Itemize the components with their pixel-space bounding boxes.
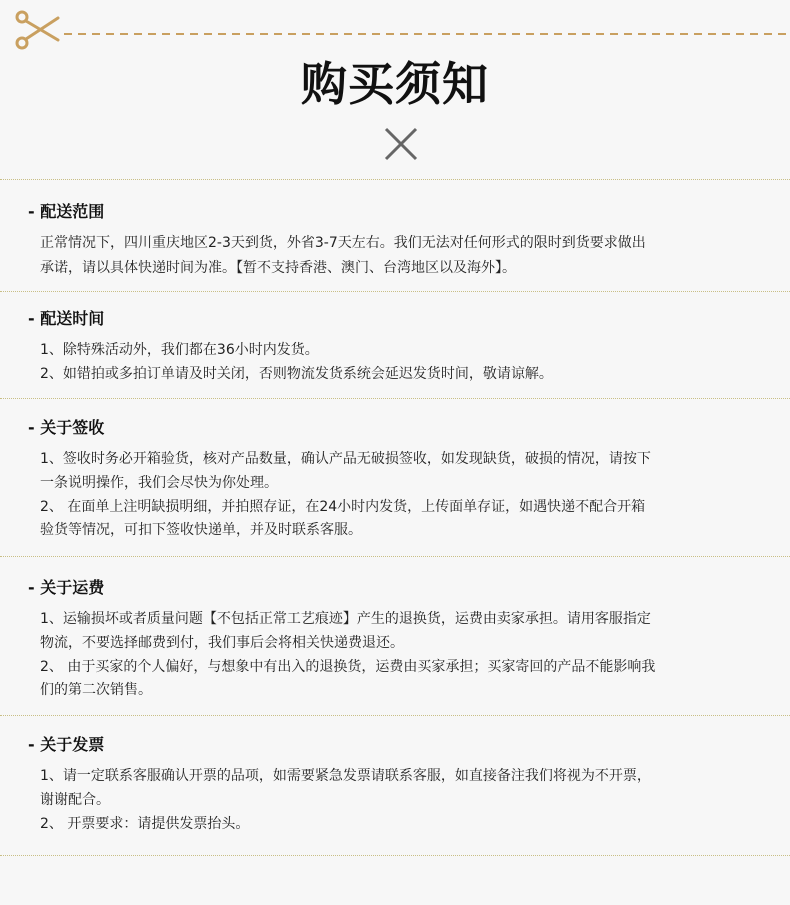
- section-title: - 关于签收: [28, 418, 105, 437]
- divider: [0, 715, 790, 716]
- section-line: 谢谢配合。: [40, 792, 110, 808]
- divider: [0, 398, 790, 399]
- close-icon: [383, 126, 419, 162]
- section-line: 1、请一定联系客服确认开票的品项，如需要紧急发票请联系客服，如直接备注我们将视为不开票，: [40, 768, 651, 784]
- section-line: 2、如错拍或多拍订单请及时关闭，否则物流发货系统会延迟发货时间，敬请谅解。: [40, 366, 553, 382]
- section-line: 承诺，请以具体快递时间为准。【暂不支持香港、澳门、台湾地区以及海外】。: [40, 260, 516, 276]
- divider: [0, 291, 790, 292]
- section-line: 2、 在面单上注明缺损明细，并拍照存证，在24小时内发货，上传面单存证，如遇快递不配合开箱: [40, 499, 646, 515]
- divider: [0, 179, 790, 180]
- section-line: 1、运输损坏或者质量问题【不包括正常工艺痕迹】产生的退换货，运费由卖家承担。请用客服指定: [40, 611, 651, 627]
- divider: [0, 855, 790, 856]
- section-line: 1、除特殊活动外，我们都在36小时内发货。: [40, 342, 319, 358]
- section-line: 1、签收时务必开箱验货，核对产品数量，确认产品无破损签收，如发现缺货，破损的情况，请按下: [40, 451, 651, 467]
- section-line: 一条说明操作，我们会尽快为你处理。: [40, 475, 278, 491]
- divider: [0, 556, 790, 557]
- section-title: - 关于运费: [28, 578, 105, 597]
- page-title: 购买须知: [301, 57, 489, 111]
- section-line: 2、 由于买家的个人偏好，与想象中有出入的退换货，运费由买家承担；买家寄回的产品不能影响我: [40, 659, 656, 675]
- cut-line: [0, 0, 790, 60]
- section-title: - 配送范围: [28, 202, 105, 221]
- section-line: 验货等情况，可扣下签收快递单，并及时联系客服。: [40, 522, 362, 538]
- section-title: - 关于发票: [28, 735, 105, 754]
- section-title: - 配送时间: [28, 309, 105, 328]
- section-line: 2、 开票要求：请提供发票抬头。: [40, 816, 250, 832]
- section-line: 正常情况下，四川重庆地区2-3天到货，外省3-7天左右。我们无法对任何形式的限时到货要求做出: [40, 235, 646, 251]
- section-line: 们的第二次销售。: [40, 682, 152, 698]
- scissors-icon: [17, 12, 58, 48]
- section-line: 物流，不要选择邮费到付，我们事后会将相关快递费退还。: [40, 635, 404, 651]
